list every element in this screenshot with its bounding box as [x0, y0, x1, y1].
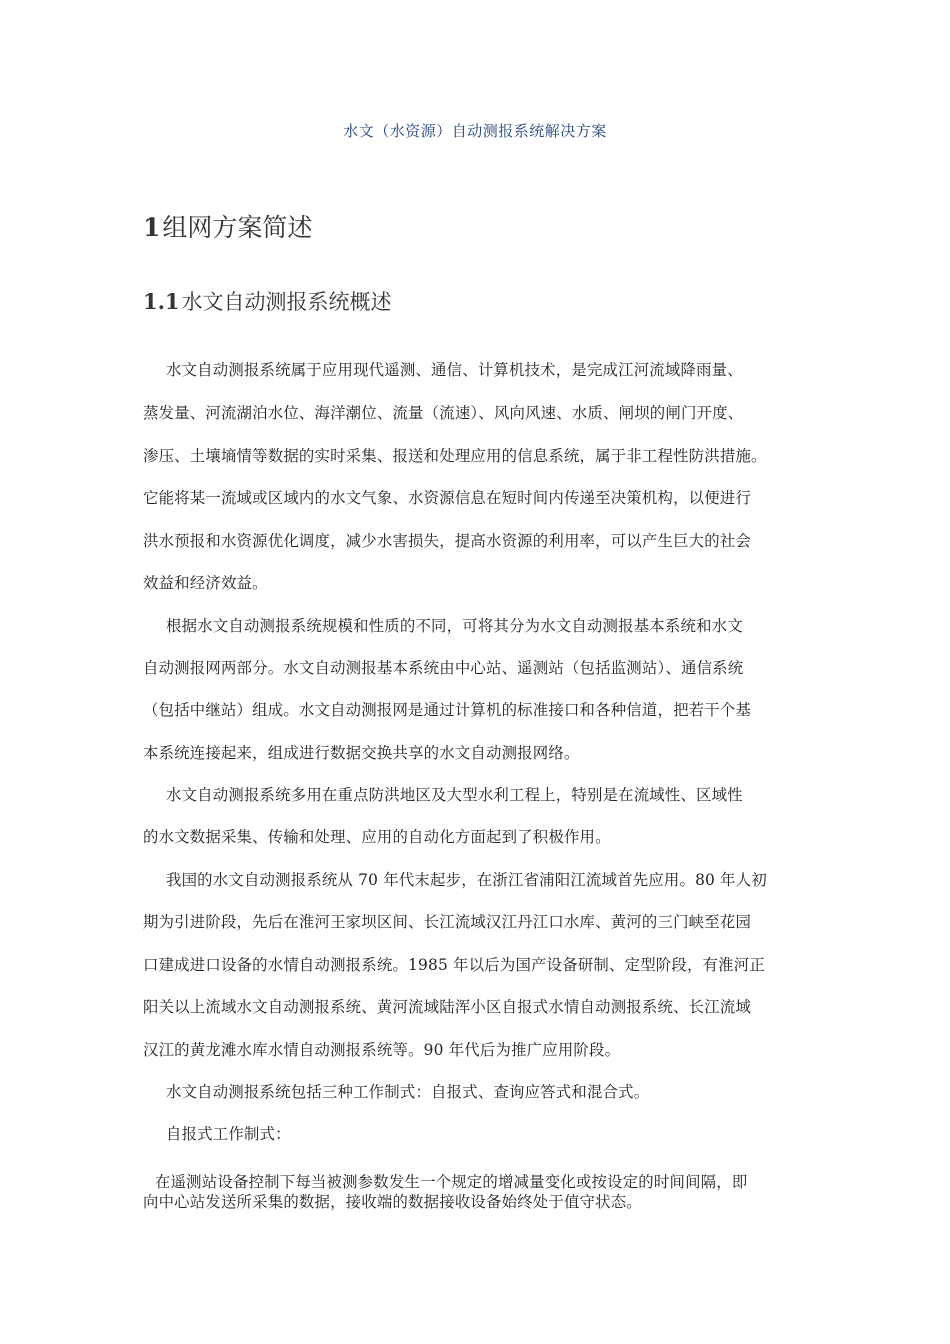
- paragraph-line: （包括中继站）组成。水文自动测报网是通过计算机的标准接口和各种信道，把若干个基: [143, 701, 752, 719]
- section-heading-text: 组网方案简述: [162, 213, 313, 242]
- paragraph-line: 根据水文自动测报系统规模和性质的不同，可将其分为水文自动测报基本系统和水文: [166, 617, 743, 635]
- paragraph-line: 自动测报网两部分。水文自动测报基本系统由中心站、遥测站（包括监测站）、通信系统: [143, 659, 744, 677]
- paragraph-line: 洪水预报和水资源优化调度，减少水害损失，提高水资源的利用率，可以产生巨大的社会: [143, 532, 752, 550]
- paragraph-line: 自报式工作制式：: [166, 1125, 291, 1143]
- paragraph-line: 它能将某一流域或区域内的水文气象、水资源信息在短时间内传递至决策机构，以便进行: [143, 489, 752, 507]
- paragraph-line: 期为引进阶段，先后在淮河王家坝区间、长江流域汉江丹江口水库、黄河的三门峡至花园: [143, 913, 752, 931]
- paragraph-line: 的水文数据采集、传输和处理、应用的自动化方面起到了积极作用。: [143, 828, 611, 846]
- paragraph-line: 向中心站发送所采集的数据，接收端的数据接收设备始终处于值守状态。: [143, 1193, 642, 1211]
- paragraph-line: 阳关以上流域水文自动测报系统、黄河流域陆浑小区自报式水情自动测报系统、长江流域: [143, 998, 752, 1016]
- paragraph-line: 蒸发量、河流湖泊水位、海洋潮位、流量（流速）、风向风速、水质、闸坝的闸门开度、: [143, 404, 744, 422]
- paragraph-line: 在遥测站设备控制下每当被测参数发生一个规定的增减量变化或按设定的时间间隔，即: [155, 1173, 748, 1191]
- paragraph-line: 效益和经济效益。: [143, 574, 268, 592]
- section-heading-1: [143, 208, 312, 244]
- paragraph-line: 汉江的黄龙滩水库水情自动测报系统等。90 年代后为推广应用阶段。: [143, 1041, 621, 1059]
- document-title: 水文（水资源）自动测报系统解决方案: [343, 122, 607, 140]
- subsection-number: 1.1: [143, 289, 180, 314]
- paragraph-line: 本系统连接起来，组成进行数据交换共享的水文自动测报网络。: [143, 744, 580, 762]
- paragraph-line: 水文自动测报系统包括三种工作制式：自报式、查询应答式和混合式。: [166, 1083, 650, 1101]
- paragraph-line: 水文自动测报系统多用在重点防洪地区及大型水利工程上，特别是在流域性、区域性: [166, 786, 743, 804]
- paragraph-line: 水文自动测报系统属于应用现代遥测、通信、计算机技术，是完成江河流域降雨量、: [166, 361, 743, 379]
- paragraph-line: 渗压、土壤墒情等数据的实时采集、报送和处理应用的信息系统，属于非工程性防洪措施。: [143, 447, 767, 465]
- section-number: 1: [143, 213, 161, 242]
- subsection-heading-text: 水文自动测报系统概述: [181, 290, 392, 314]
- paragraph-line: 我国的水文自动测报系统从 70 年代末起步，在浙江省浦阳江流域首先应用。80 年人初: [166, 871, 767, 889]
- subsection-heading-1-1: [143, 286, 392, 316]
- paragraph-line: 口建成进口设备的水情自动测报系统。1985 年以后为国产设备研制、定型阶段，有淮河正: [143, 956, 765, 974]
